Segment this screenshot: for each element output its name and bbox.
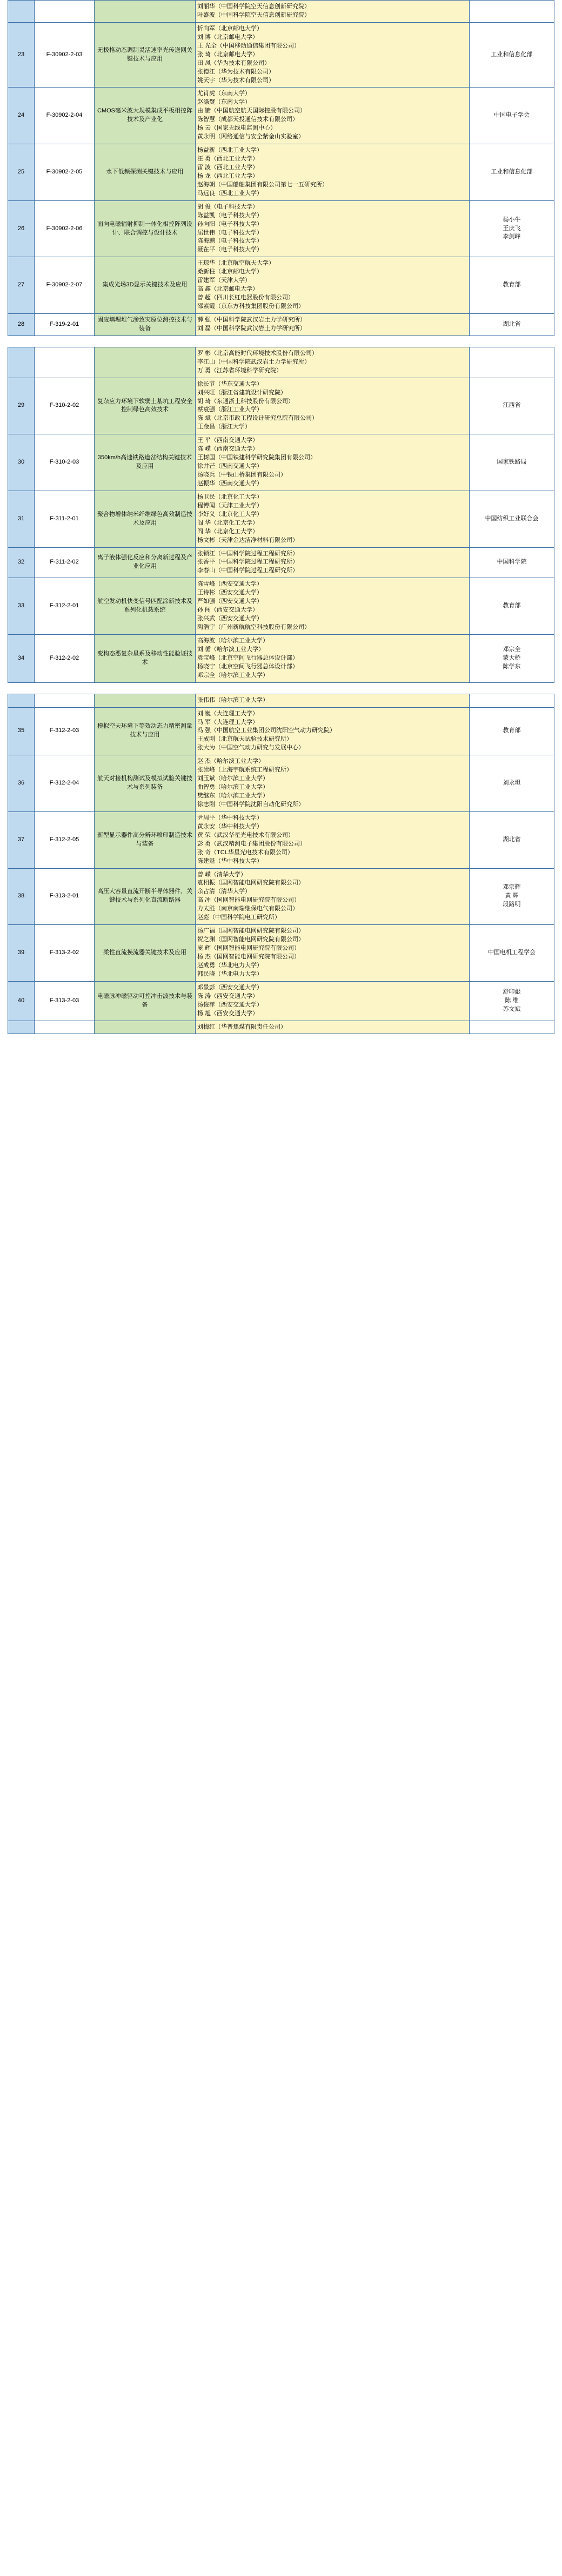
project-code-cell: F-312-2-04 (35, 755, 95, 812)
contributor-line: 邵素霞（京东方科技集团股份有限公司） (197, 303, 304, 310)
contributor-line: 邓宗全（哈尔滨工业大学） (197, 672, 269, 679)
contributor-line: 王 光全（中国移动通信集团有限公司） (197, 42, 300, 49)
contributor-line: 陈 斌（北京市政工程设计研究总院有限公司） (197, 415, 318, 422)
project-title-cell: 新型显示器件高分辨环喷印制造技术与装备 (95, 811, 196, 868)
row-index-cell: 31 (8, 491, 35, 547)
contributor-line: 雷 波（西北工业大学） (197, 164, 259, 171)
nominating-org-cell (470, 694, 554, 707)
table-row (8, 1021, 554, 1034)
table-row (8, 547, 554, 578)
nominating-org-cell (470, 257, 554, 314)
contributors-cell (196, 634, 470, 682)
nominating-org-cell (470, 347, 554, 378)
table-row (8, 88, 554, 144)
row-index-cell: 33 (8, 578, 35, 635)
contributor-line: 张兴武（西安交通大学） (197, 615, 263, 622)
contributor-line: 徐志刚（中国科学院沈阳自动化研究所） (197, 801, 304, 808)
nominating-org-cell (470, 925, 554, 982)
contributor-line: 张 奇（TCL华星光电技术有限公司） (197, 849, 293, 856)
row-index-cell: 38 (8, 868, 35, 925)
contributor-line: 黄 荣（武汉华星光电技术有限公司） (197, 831, 295, 838)
project-title-cell: 航空发动机快变信号匹配涂新技术及系列化机载系统 (95, 578, 196, 635)
table-row (8, 1, 554, 23)
table-row (8, 868, 554, 925)
table-row (8, 811, 554, 868)
project-title-cell: 航天对接机构测试及模拟试验关键技术与系列装备 (95, 755, 196, 812)
project-code-cell: F-319-2-01 (35, 313, 95, 336)
nominating-org-line: 教育部 (503, 602, 521, 609)
contributor-line: 尤肖虎（东南大学） (197, 90, 251, 97)
contributor-line: 刘玉斌（哈尔滨工业大学） (197, 775, 269, 782)
contributor-line: 刘 磊（中国科学院武汉岩土力学研究所） (197, 325, 306, 332)
project-title-cell: 350km/h高速铁路道岔结构关键技术及应用 (95, 434, 196, 491)
row-index-cell: 37 (8, 811, 35, 868)
project-code-cell: F-313-2-03 (35, 981, 95, 1021)
table-row (8, 491, 554, 547)
contributor-line: 张伟伟（哈尔滨工业大学） (197, 696, 269, 703)
contributor-line: 赵 杰（哈尔滨工业大学） (197, 758, 265, 765)
contributors-cell (196, 257, 470, 314)
nominating-org-line: 国家铁路局 (497, 459, 527, 466)
nominating-org-line: 中国电子学会 (494, 112, 530, 119)
contributor-line: 张大为（中国空气动力研究与发展中心） (197, 744, 304, 752)
contributor-line: 由 镛（中国航空航天国际控股有限公司） (197, 108, 306, 115)
contributor-line: 阎 华（北京化工大学） (197, 519, 259, 526)
table-row (8, 434, 554, 491)
contributor-line: 庞 辉（国网智能电网研究院有限公司） (197, 945, 300, 951)
contributor-line: 黄永明（网络通信与安全紫金山实验室） (197, 133, 304, 140)
nominating-org-line: 湖北省 (503, 836, 521, 843)
nominating-org-line: 杨小牛 (503, 216, 521, 223)
contributor-line: 张香平（中国科学院过程工程研究所） (197, 559, 298, 566)
contributor-line: 冯 强（中国航空工业集团公司沈阳空气动力研究院） (197, 727, 336, 734)
contributor-line: 曾 超（四川长虹电器股份有限公司） (197, 294, 295, 301)
project-title-cell: 高压大容量直流开断半导体器件、关键技术与系列化直流断路器 (95, 868, 196, 925)
project-title-cell: 面向电磁辐射抑制一体化相控阵列设计、联合调控与设计技术 (95, 200, 196, 257)
contributors-cell (196, 144, 470, 201)
project-code-cell: F-313-2-01 (35, 868, 95, 925)
table-row (8, 755, 554, 812)
project-code-cell: F-313-2-02 (35, 925, 95, 982)
row-index-cell: 28 (8, 313, 35, 336)
contributor-line: 袁相振（国网智能电网研究院有限公司） (197, 880, 304, 887)
table-row (8, 257, 554, 314)
row-index-cell: 29 (8, 378, 35, 434)
contributors-cell (196, 707, 470, 755)
project-code-cell: F-30902-2-07 (35, 257, 95, 314)
table-row (8, 634, 554, 682)
contributor-line: 杨卫民（北京化工大学） (197, 493, 263, 500)
contributor-line: 汤晓兵（中铁山桥集团有限公司） (197, 472, 286, 478)
nominating-org-cell (470, 868, 554, 925)
nominating-org-line: 李剑峰 (503, 233, 521, 240)
contributor-line: 刘兴旺（浙江省建筑设计研究院） (197, 389, 286, 396)
nominating-org-cell (470, 491, 554, 547)
project-code-cell: F-312-2-02 (35, 634, 95, 682)
contributor-line: 陈 嵘（西南交通大学） (197, 446, 259, 453)
contributor-line: 李春山（中国科学院过程工程研究所） (197, 567, 298, 574)
contributor-line: 桑新柱（北京邮电大学） (197, 269, 263, 276)
project-code-cell: F-310-2-03 (35, 434, 95, 491)
nominating-org-cell (470, 755, 554, 812)
contributors-cell (196, 1021, 470, 1034)
table-row (8, 144, 554, 201)
contributor-line: 赵振华（西南交通大学） (197, 480, 263, 487)
contributor-line: 汤俊萍（西安交通大学） (197, 1001, 263, 1008)
contributor-line: 张锁江（中国科学院过程工程研究所） (197, 550, 298, 557)
project-code-cell: F-30902-2-05 (35, 144, 95, 201)
contributors-cell (196, 868, 470, 925)
contributor-line: 马远良（西北工业大学） (197, 190, 263, 197)
project-code-cell (35, 1, 95, 23)
project-title-cell: 电磁脉冲磁驱动可控冲击波技术与装备 (95, 981, 196, 1021)
contributor-line: 薛 强（中国科学院武汉岩土力学研究所） (197, 316, 306, 323)
contributor-line: 胡 俊（电子科技大学） (197, 203, 259, 210)
contributors-cell (196, 434, 470, 491)
contributor-line: 孙向阳（电子科技大学） (197, 220, 263, 227)
contributor-line: 赵海朝（中国船舶集团有限公司第七一五研究所） (197, 181, 328, 188)
contributor-line: 张德江（华为技术有限公司） (197, 68, 275, 75)
project-title-cell: 离子液体强化反应和分离新过程及产业化应用 (95, 547, 196, 578)
nominating-org-cell (470, 88, 554, 144)
nominating-org-line: 邓宗辉 (503, 884, 521, 891)
row-index-cell (8, 347, 35, 378)
contributor-line: 汪 勇（西北工业大学） (197, 156, 259, 162)
contributor-line: 樊继东（哈尔滨工业大学） (197, 793, 269, 799)
row-index-cell: 35 (8, 707, 35, 755)
contributors-cell (196, 694, 470, 707)
nominating-org-line: 江西省 (503, 402, 521, 409)
contributor-line: 罗 彬（北京高能时代环境技术股份有限公司） (197, 350, 318, 357)
contributors-cell (196, 88, 470, 144)
table-row (8, 22, 554, 88)
nominating-org-cell (470, 707, 554, 755)
awards-table (8, 0, 554, 1034)
nominating-org-cell (470, 378, 554, 434)
table-row (8, 200, 554, 257)
project-code-cell (35, 694, 95, 707)
contributors-cell (196, 22, 470, 88)
project-code-cell: F-30902-2-04 (35, 88, 95, 144)
project-title-cell: 复杂应力环境下软弱土基坑工程安全控制绿色高效技术 (95, 378, 196, 434)
contributor-line: 刘梅红（华普焦煤有限责任公司） (197, 1023, 286, 1030)
table-row (8, 378, 554, 434)
nominating-org-cell (470, 1, 554, 23)
contributor-line: 刘丽华（中国科学院空天信息创新研究院） (197, 3, 310, 10)
contributor-line: 徐长节（华东交通大学） (197, 380, 263, 387)
document-page (0, 0, 562, 1034)
contributors-cell (196, 200, 470, 257)
project-title-cell (95, 347, 196, 378)
project-code-cell (35, 347, 95, 378)
contributor-line: 陶浩宇（广州新航航空科技股份有限公司） (197, 624, 310, 630)
project-title-cell: 变构态恶复杂星系及移动性能验证技术 (95, 634, 196, 682)
contributor-line: 尹周平（华中科技大学） (197, 814, 263, 821)
contributor-line: 马 军（大连理工大学） (197, 719, 259, 726)
nominating-org-cell (470, 811, 554, 868)
contributor-line: 杨 云（国家无线电监测中心） (197, 125, 277, 132)
nominating-org-cell (470, 547, 554, 578)
nominating-org-line: 段路明 (503, 901, 521, 908)
nominating-org-line: 黄 辉 (505, 893, 519, 900)
contributor-line: 王 平（西南交通大学） (197, 437, 259, 444)
contributor-line: 杨 杰（国网智能电网研究院有限公司） (197, 953, 300, 960)
contributor-line: 陈海鹏（电子科技大学） (197, 238, 263, 245)
contributors-cell (196, 925, 470, 982)
nominating-org-line: 蒙大桥 (503, 654, 521, 661)
contributor-line: 张 琦（北京邮电大学） (197, 51, 259, 58)
contributor-line: 胡 琦（东通浙土科技股份有限公司） (197, 398, 295, 405)
contributors-cell (196, 313, 470, 336)
nominating-org-cell (470, 634, 554, 682)
nominating-org-line: 王庆飞 (503, 225, 521, 232)
nominating-org-line: 陈学东 (503, 663, 521, 670)
nominating-org-cell (470, 200, 554, 257)
contributors-cell (196, 1, 470, 23)
contributor-line: 刘 循（哈尔滨工业大学） (197, 646, 265, 653)
row-index-cell: 39 (8, 925, 35, 982)
contributor-line: 韩民晓（华北电力大学） (197, 970, 263, 977)
project-title-cell (95, 1, 196, 23)
nominating-org-cell (470, 981, 554, 1021)
contributors-cell (196, 811, 470, 868)
contributor-line: 高 鑫（北京邮电大学） (197, 286, 259, 293)
contributor-line: 曲智勇（哈尔滨工业大学） (197, 784, 269, 791)
contributor-line: 高 冲（国网智能电网研究院有限公司） (197, 897, 300, 904)
contributor-line: 王树国（中国铁建科学研究院集团有限公司） (197, 454, 316, 461)
contributor-line: 雷建军（天津大学） (197, 277, 251, 284)
table-row (8, 707, 554, 755)
table-block-spacer (8, 682, 554, 694)
contributor-line: 徐井芒（西南交通大学） (197, 463, 263, 470)
project-title-cell: CMOS毫米波大规模集成平板相控阵技术及产业化 (95, 88, 196, 144)
contributor-line: 杨晓宁（北京空间飞行器总体设计部） (197, 663, 298, 670)
nominating-org-cell (470, 578, 554, 635)
contributor-line: 张崇峰（上海宇航系统工程研究所） (197, 767, 292, 774)
contributor-line: 杨益新（西北工业大学） (197, 147, 263, 154)
contributor-line: 聂在平（电子科技大学） (197, 246, 263, 253)
contributors-cell (196, 981, 470, 1021)
contributor-line: 袁宝峰（北京空间飞行器总体设计部） (197, 654, 298, 661)
project-title-cell: 水下低频探测关键技术与应用 (95, 144, 196, 201)
contributor-line: 曾 嵘（清华大学） (197, 871, 247, 878)
nominating-org-line: 教育部 (503, 727, 521, 734)
row-index-cell: 40 (8, 981, 35, 1021)
row-index-cell: 32 (8, 547, 35, 578)
nominating-org-cell (470, 144, 554, 201)
contributor-line: 赵成勇（华北电力大学） (197, 962, 263, 969)
contributor-line: 杨文彬（天津金达洁净材料有限公司） (197, 536, 298, 544)
table-block-spacer (8, 336, 554, 347)
contributor-line: 贺之渊（国网智能电网研究院有限公司） (197, 936, 304, 943)
row-index-cell: 27 (8, 257, 35, 314)
contributor-line: 李江山（中国科学院武汉岩土力学研究所） (197, 358, 310, 365)
contributor-line: 蔡袁强（浙江工业大学） (197, 406, 263, 413)
row-index-cell (8, 694, 35, 707)
row-index-cell: 25 (8, 144, 35, 201)
project-title-cell: 柔性直流换流器关键技术及应用 (95, 925, 196, 982)
nominating-org-line: 刘永坦 (503, 780, 521, 787)
nominating-org-line: 中国科学院 (497, 559, 527, 566)
contributor-line: 田 凤（华为技术有限公司） (197, 59, 271, 66)
nominating-org-line: 中国电机工程学会 (488, 949, 536, 956)
project-title-cell: 集成光场3D显示关键技术及应用 (95, 257, 196, 314)
nominating-org-line: 湖北省 (503, 320, 521, 327)
row-index-cell: 23 (8, 22, 35, 88)
row-index-cell (8, 1, 35, 23)
contributors-cell (196, 347, 470, 378)
contributor-line: 赵彪（中国科学院电工研究所） (197, 914, 280, 921)
nominating-org-line: 教育部 (503, 281, 521, 289)
contributors-cell (196, 547, 470, 578)
nominating-org-cell (470, 434, 554, 491)
contributor-line: 高海波（哈尔滨工业大学） (197, 637, 269, 644)
row-index-cell: 36 (8, 755, 35, 812)
nominating-org-line: 工业和信息化部 (491, 51, 533, 58)
contributor-line: 力太胜（南京南瑞继保电气有限公司） (197, 905, 298, 913)
contributor-line: 刘 巍（大连理工大学） (197, 710, 259, 717)
nominating-org-cell (470, 313, 554, 336)
contributor-line: 王琼华（北京航空航天大学） (197, 260, 275, 267)
nominating-org-line: 舒印彪 (503, 988, 521, 995)
contributor-line: 彭 勇（武汉精测电子集团股份有限公司） (197, 840, 306, 847)
contributor-line: 王诗彬（西安交通大学） (197, 589, 263, 596)
project-code-cell (35, 1021, 95, 1034)
contributor-line: 陈益凯（电子科技大学） (197, 212, 263, 219)
project-code-cell: F-312-2-03 (35, 707, 95, 755)
nominating-org-line: 中国纺织工业联合会 (485, 515, 539, 522)
project-title-cell (95, 1021, 196, 1034)
contributors-cell (196, 755, 470, 812)
contributor-line: 邓景彭（西安交通大学） (197, 984, 263, 991)
contributor-line: 汤广福（国网智能电网研究院有限公司） (197, 928, 304, 935)
project-code-cell: F-311-2-01 (35, 491, 95, 547)
table-row (8, 981, 554, 1021)
contributor-line: 余占清（清华大学） (197, 888, 251, 895)
contributors-cell (196, 491, 470, 547)
nominating-org-line: 苏文斌 (503, 1005, 521, 1012)
contributor-line: 陈雪峰（西安交通大学） (197, 581, 263, 588)
contributor-line: 刘 博（北京邮电大学） (197, 33, 259, 41)
contributor-line: 王金昌（浙江大学） (197, 424, 251, 431)
contributor-line: 赵涤燹（东南大学） (197, 99, 251, 106)
contributor-line: 姚天宇（华为技术有限公司） (197, 77, 275, 84)
contributor-line: 程博闻（天津工业大学） (197, 502, 263, 509)
contributor-line: 阎 华（北京化工大学） (197, 528, 259, 535)
nominating-org-line: 工业和信息化部 (491, 168, 533, 175)
contributor-line: 陈 涛（西安交通大学） (197, 992, 259, 999)
project-code-cell: F-30902-2-06 (35, 200, 95, 257)
project-title-cell: 无极格动态调制灵活速率光传送网关键技术与应用 (95, 22, 196, 88)
contributor-line: 李好义（北京化工大学） (197, 511, 263, 518)
contributor-line: 万 勇（江苏省环境科学研究院） (197, 367, 283, 374)
contributor-line: 杨 旭（西安交通大学） (197, 1010, 259, 1017)
contributor-line: 屈世伟（电子科技大学） (197, 229, 263, 236)
project-code-cell: F-310-2-02 (35, 378, 95, 434)
row-index-cell: 26 (8, 200, 35, 257)
table-row (8, 578, 554, 635)
row-index-cell: 34 (8, 634, 35, 682)
contributor-line: 严如强（西安交通大学） (197, 598, 263, 605)
project-code-cell: F-312-2-01 (35, 578, 95, 635)
nominating-org-line: 陈 维 (505, 997, 519, 1004)
contributor-line: 陈建魁（华中科技大学） (197, 857, 263, 864)
nominating-org-line: 邓宗全 (503, 646, 521, 653)
project-code-cell: F-311-2-02 (35, 547, 95, 578)
contributor-line: 叶盛波（中国科学院空天信息创新研究院） (197, 11, 310, 18)
contributor-line: 王成刚（北京航天试验技术研究所） (197, 736, 292, 743)
project-title-cell: 固废填埋堆气渗致灾原位测控技术与装备 (95, 313, 196, 336)
contributor-line: 孙 闯（西安交通大学） (197, 607, 259, 614)
project-title-cell: 聚合物增体纳米纤维绿色高效制造技术及应用 (95, 491, 196, 547)
contributor-line: 黄永安（华中科技大学） (197, 823, 263, 830)
table-row (8, 313, 554, 336)
contributor-line: 忻向军（北京邮电大学） (197, 25, 263, 32)
table-row (8, 347, 554, 378)
nominating-org-cell (470, 1021, 554, 1034)
project-code-cell: F-30902-2-03 (35, 22, 95, 88)
contributor-line: 杨 龙（西北工业大学） (197, 172, 259, 179)
contributors-cell (196, 378, 470, 434)
project-code-cell: F-312-2-05 (35, 811, 95, 868)
contributor-line: 陈智慧（成都天投通信技术有限公司） (197, 116, 298, 123)
table-row (8, 925, 554, 982)
table-row (8, 694, 554, 707)
contributors-cell (196, 578, 470, 635)
row-index-cell (8, 1021, 35, 1034)
nominating-org-cell (470, 22, 554, 88)
row-index-cell: 30 (8, 434, 35, 491)
project-title-cell (95, 694, 196, 707)
row-index-cell: 24 (8, 88, 35, 144)
project-title-cell: 模拟空天环境下等效动态力精密测量技术与应用 (95, 707, 196, 755)
